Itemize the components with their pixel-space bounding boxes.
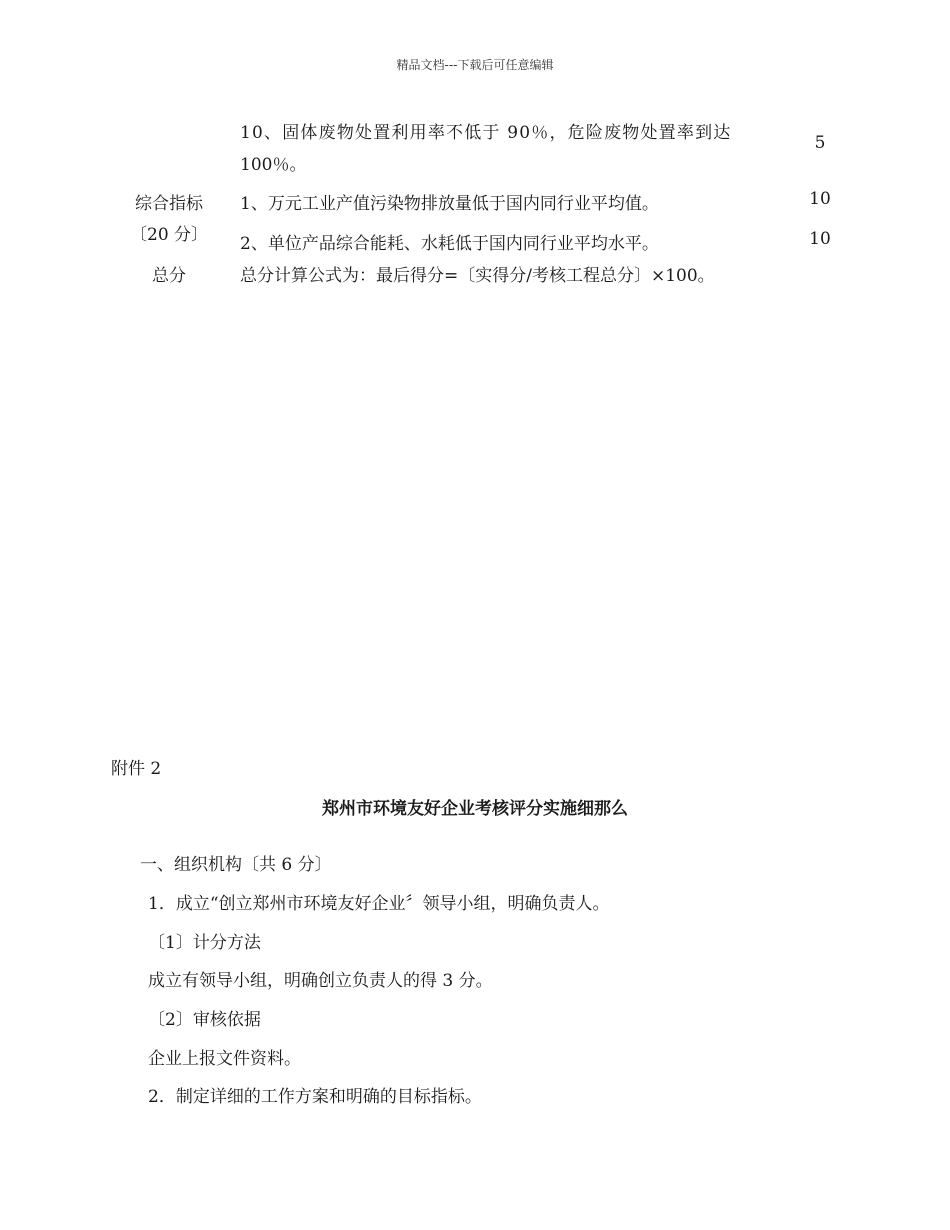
item-1-sub1-body: 成立有领导小组，明确创立负责人的得 3 分。	[148, 971, 493, 991]
row10-score: 5	[814, 133, 826, 153]
composite-category-points: 〔20 分〕	[130, 225, 209, 245]
attachment-label: 附件 2	[111, 759, 162, 779]
item-1-sub2-body: 企业上报文件资料。	[148, 1049, 301, 1069]
row10-text-line2: 100％。	[240, 155, 307, 175]
composite-item1-score: 10	[809, 189, 831, 209]
composite-category-label: 综合指标	[135, 194, 203, 214]
section-heading-organization: 一、组织机构〔共 6 分〕	[140, 855, 332, 875]
total-category-label: 总分	[152, 266, 186, 286]
composite-item1-text: 1、万元工业产值污染物排放量低于国内同行业平均值。	[240, 194, 659, 214]
item-1-sub2-title: 〔2〕审核依据	[148, 1010, 261, 1030]
composite-item2-score: 10	[809, 229, 831, 249]
item-1-text: 1．成立“创立郑州市环境友好企业〞领导小组，明确负责人。	[148, 894, 610, 914]
item-2-text: 2．制定详细的工作方案和明确的目标指标。	[148, 1087, 482, 1107]
total-formula-text: 总分计算公式为：最后得分=〔实得分/考核工程总分〕×100。	[240, 266, 715, 286]
composite-item2-text: 2、单位产品综合能耗、水耗低于国内同行业平均水平。	[240, 234, 659, 254]
row10-text-line1: 10、固体废物处置利用率不低于 90％，危险废物处置率到达	[240, 123, 732, 143]
item-1-sub1-title: 〔1〕计分方法	[148, 933, 261, 953]
document-title: 郑州市环境友好企业考核评分实施细那么	[322, 799, 628, 819]
page-header: 精品文档---下载后可任意编辑	[396, 58, 554, 72]
